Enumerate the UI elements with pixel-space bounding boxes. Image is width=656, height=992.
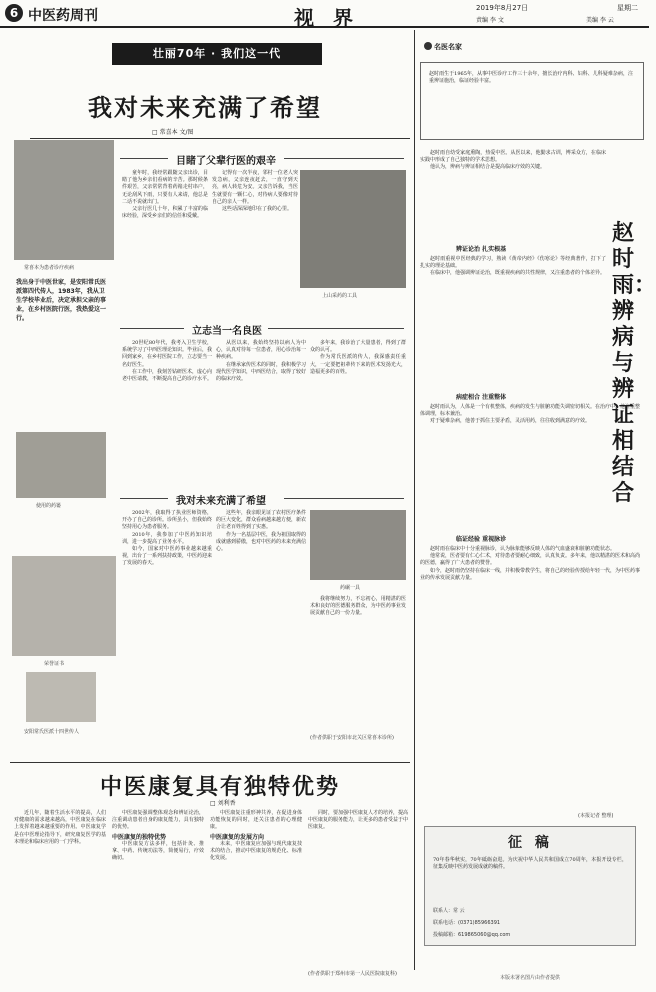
article-title: 我对未来充满了希望 [88,93,322,122]
photo-caption: 上山采药的工具 [322,293,358,299]
subhead: 辨证论治 扎实根基 [456,246,507,253]
body-text: 赵时雨在临床中十分重视脉诊，认为脉象能够反映人体的气血盛衰和脏腑功能状态。 他常说，医者要有仁心仁术，对待患者要耐心细致，认真负责。多年来，他以精湛的医术和高尚的医德，赢得了广大患者的赞誉。 如今，赵时雨仍坚持在临床一线，并积极带教学生，将自己的经验传授给年轻一代，为中医药事业的传承发展贡献力量。 [420,546,641,581]
divider [30,138,410,139]
page-header [0,0,649,28]
author-note: (作者供职于安阳市北关区常喜本诊所) [310,735,394,741]
intro-box [420,62,644,140]
vertical-headline: 赵时雨：辨病与辨证相结合 [612,220,656,506]
body-text: 20世纪80年代，我考入卫生学校，系统学习了中西医理论知识。毕业后，我回到家乡，在乡村医院工作，立志要当一名好医生。 在工作中，我刻苦钻研医术，虚心向老中医请教，不断提高自己的诊疗水平。 [122,340,213,383]
author-note: (作者供职于郑州市第一人民医院康复科) [308,971,397,977]
doctor-photo [14,140,114,260]
contact-email: 投稿邮箱：619865060@qq.com [433,932,511,938]
body-text: 赵时雨重视中医经典的学习，熟读《黄帝内经》《伤寒论》等经典著作，打下了扎实的理论基础。 在临床中，他强调辨证论治，既重视疾病的共性规律，又注重患者的个体差异。 [420,256,606,277]
body-text: 赵时雨认为，人体是一个有机整体，疾病的发生与脏腑功能失调密切相关。在治疗中，他注重整体调理，标本兼治。 对于疑难杂病，他善于抓住主要矛盾，灵活用药，往往收到满意的疗效。 [420,404,641,425]
body-text: 这些年，我亲眼见证了农村医疗条件的巨大变化，群众看病越来越方便，新农合让老百姓得到了实惠。 作为一名基层中医，我为祖国取得的成就感到骄傲，也对中医药的未来充满信心。 [216,510,307,553]
subhead-line [120,498,168,499]
column-name: 名医名家 [434,43,462,51]
paper-name: 中医药周刊 [28,8,98,24]
body-text: 童年时，我经常跟随父亲出诊，目睹了他为乡亲们看病的辛苦。那时候条件艰苦，父亲常常背着药箱走村串户，无论刮风下雨，只要有人来请，他总是二话不说就出门。 父亲行医几十年，积累了丰富的临床经验，深受乡亲们的信任和爱戴。 [122,170,208,220]
subhead-line [120,328,184,329]
notice-body: 70年春华秋实，70年砥砺奋进。为庆祝中华人民共和国成立70周年，本报开设专栏，征集反映中医药发展成就的稿件。 [433,857,627,871]
subhead: 病症相合 注重整体 [456,394,507,401]
column-divider [414,30,415,970]
subhead: 立志当一名良医 [192,326,262,337]
article-title: 中医康复具有独特优势 [99,774,340,800]
issue-date: 2019年8月27日 [476,4,529,12]
tools-photo [300,170,406,288]
column-icon [424,42,432,50]
body-text: 近几年，随着生活水平的提高，人们对健康的需求越来越高，中医康复在临床上发挥着越来越重要的作用。中医康复学是在中医理论指导下，研究康复医学的基本理论和临床应用的一门学科。 [14,810,106,845]
body-text: 同时，要加强中医康复人才的培养，提高中医康复的服务能力，让更多的患者受益于中医康复。 [308,810,409,831]
issue-weekday: 星期二 [617,4,638,12]
grinder-photo [310,510,406,580]
page-footer: 本版未署名图片由作者提供 [500,975,561,981]
body-text: 2002年，我取得了执业医师资格，开办了自己的诊所。诊所虽小，但我始终坚持用心为患者服务。 2010年，我参加了中医药知识培训，进一步提高了业务水平。 如今，国家对中医药事业越来越重视，出台了一系列扶持政策，中医药迎来了发展的春天。 [122,510,213,567]
editor-credit: 责编 李 文 [476,17,504,24]
body-text: 中医康复注重形神共养，在促进身体功能恢复的同时，还关注患者的心理健康。 中医康复的发展方向 未来，中医康复应加强与现代康复技术的结合，推动中医康复的规范化、标准化发展。 [210,810,302,862]
contact-phone: 联系电话：(0371)85966391 [433,920,501,926]
author-note: (本报记者 整理) [578,813,614,819]
article-byline: □ 刘利香 [210,800,236,807]
subhead-line [120,158,168,159]
body-text: 中医康复强调整体观念和辨证论治，注重调动患者自身的康复能力，具有独特的优势。 中医康复的独特优势 中医康复方法多样，包括针灸、推拿、中药、传统功法等，简便易行，疗效确切。 [112,810,204,862]
basket-photo [16,432,106,498]
photo-caption: 荣誉证书 [44,661,65,667]
photo-caption: 药碾一具 [340,585,361,591]
designer-credit: 美编 李 云 [586,17,614,24]
divider [10,762,410,763]
subhead: 中医康复的发展方向 [210,833,265,841]
subhead: 我对未来充满了希望 [176,496,266,507]
section-title: 视 界 [294,6,359,30]
body-text: 赵时雨自幼受家庭熏陶，热爱中医。从医以来，他勤求古训，博采众方，在临床实践中形成了自己独特的学术思想。 他认为，辨病与辨证相结合是提高临床疗效的关键。 [420,150,606,171]
body-text: 记得有一次半夜，邻村一位老人突发急病，父亲连夜赶去，一直守到天亮，病人转危为安。父亲告诉我，当医生就要有一颗仁心，对待病人要像对待自己的亲人一样。 这些话深深地印在了我的心里。 [212,170,298,213]
notice-title: 征 稿 [508,835,553,851]
certificate-photo [12,556,116,656]
subhead: 目睹了父辈行医的艰辛 [176,156,276,167]
body-text: 从医以来，我始终坚持以病人为中心，认真对待每一位患者，用心诊治每一种疾病。 在继承家传医术的同时，我积极学习现代医学知识，中西医结合，取得了较好的临床疗效。 [216,340,307,383]
pull-quote: 我出身于中医世家，是安阳常氏医派第四代传人，1983年，我从卫生学校毕业后，决定承担父亲的事业，在乡村医院行医，我热爱这一行。 [16,279,107,322]
intro-text: 赵时雨生于1965年，从事中医诊疗工作三十余年，擅长治疗内科、妇科、儿科疑难杂病，注重辨证施治，临证经验丰富。 [429,71,633,85]
contact-person: 联系人：常 云 [433,908,465,914]
subhead-line [268,328,404,329]
photo-caption: 安阳常氏医派十四世传人 [24,729,80,735]
photo-caption: 使用的药篓 [36,503,62,509]
plaque-photo [26,672,96,722]
subhead-line [284,158,404,159]
body-text: 多年来，我诊治了大量患者，得到了群众的认可。 作为常氏医派的传人，我深感责任重大，一定要把祖辈传下来的医术发扬光大，造福更多的百姓。 [310,340,406,375]
subhead-line [284,498,404,499]
body-text: 我将继续努力，不忘初心，用精湛的医术和良好的医德服务群众，为中医药事业发展贡献自己的一份力量。 [310,596,406,617]
article-byline: □ 常喜本 文/图 [152,129,194,136]
subhead: 临证经验 重视脉诊 [456,536,507,543]
subhead: 中医康复的独特优势 [112,833,167,841]
page-number: 6 [5,4,23,22]
photo-caption: 常喜本为患者诊疗疾病 [24,265,75,271]
anniversary-banner: 壮丽70年 · 我们这一代 [112,43,322,65]
